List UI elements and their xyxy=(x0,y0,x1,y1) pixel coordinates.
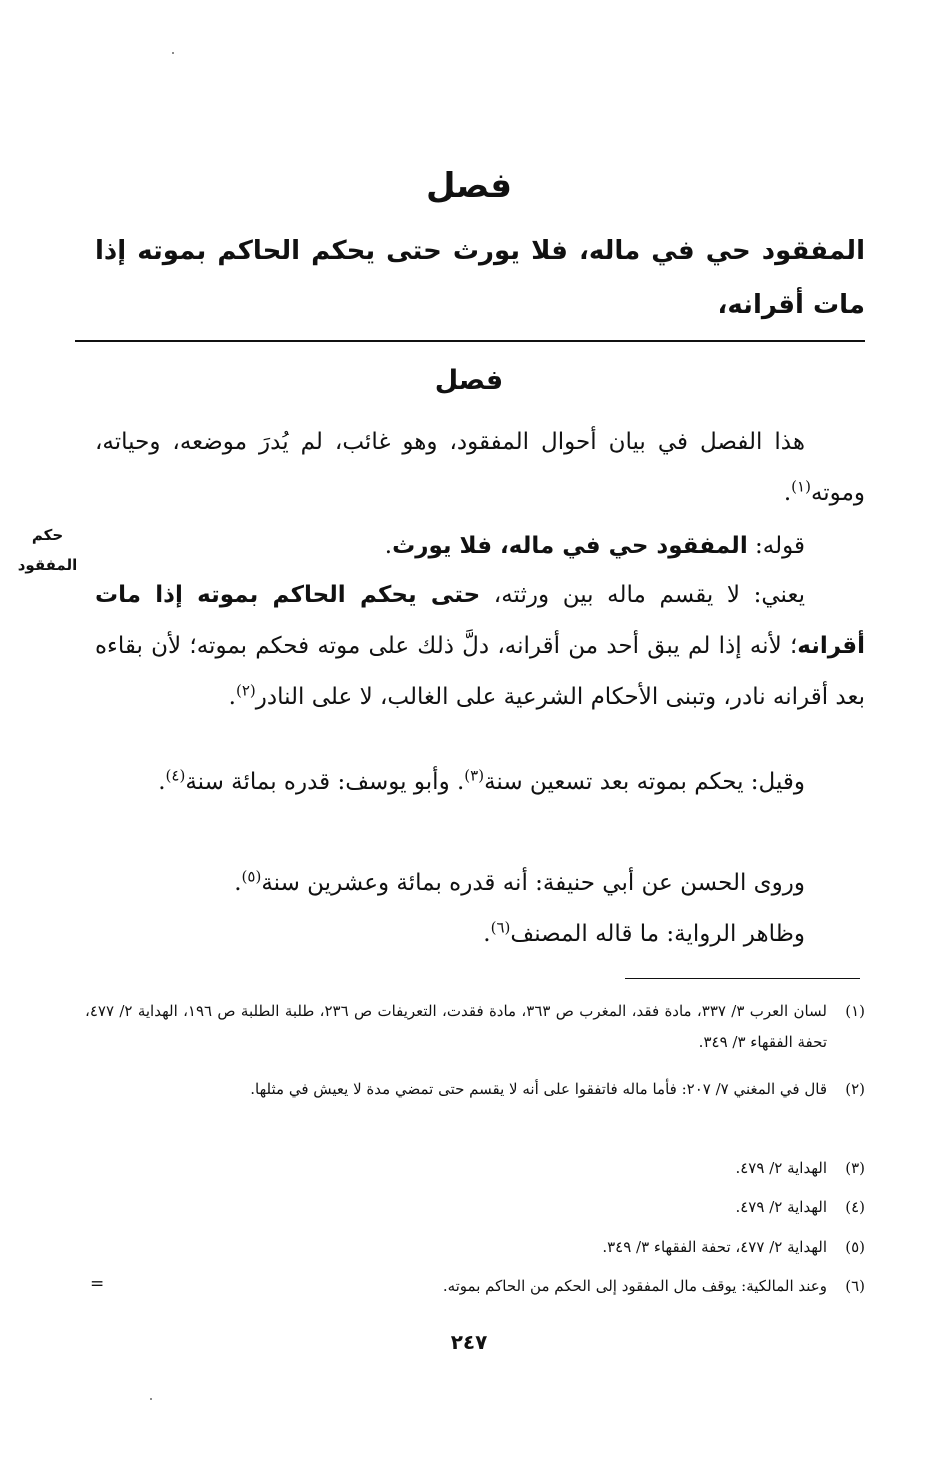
footnote-number: (٥) xyxy=(845,1238,865,1256)
quoted-matn: المفقود حي في ماله، فلا يورث xyxy=(392,533,748,559)
paragraph-lead: يعني: لا يقسم ماله بين ورثته، xyxy=(480,582,805,608)
paragraph-text: وقيل: يحكم بموته بعد تسعين سنة xyxy=(484,769,805,795)
footnote xyxy=(85,1192,865,1223)
quoted-matn: حتى يحكم الحاكم بموته إذا مات أقرانه xyxy=(95,582,865,659)
footnote-number: (١) xyxy=(845,1002,865,1020)
footnote-ref: (٣) xyxy=(464,766,485,785)
sharh-heading: فصل xyxy=(434,365,504,396)
paragraph-text: وروى الحسن عن أبي حنيفة: أنه قدره بمائة وعشرين سنة xyxy=(261,870,805,896)
commentary-paragraph-6 xyxy=(95,909,865,960)
footnote-number: (٦) xyxy=(845,1277,865,1295)
margin-note xyxy=(10,520,85,580)
footnote-text: لسان العرب ٣/ ٣٣٧، مادة فقد، المغرب ص ٣٦٣، مادة فقدت، التعريفات ص ٢٣٦، طلبة الطلبة ص ١٩٦، الهداية ٢/ ٤٧٧، تحفة الفقهاء ٣/ ٣٤٩. xyxy=(85,1002,827,1051)
footnote-text: الهداية ٢/ ٤٧٩. xyxy=(735,1159,827,1177)
section-divider xyxy=(75,340,865,342)
commentary-paragraph-2 xyxy=(95,521,865,572)
paragraph-end: . xyxy=(158,769,166,795)
paragraph-text: ؛ لأنه إذا لم يبق أحد من أقرانه، دلَّ ذلك على موته فحكم بموته؛ لأن بقاءه بعد أقرانه نادر، وتبنى الأحكام الشرعية على الغالب، لا على النادر xyxy=(95,633,865,710)
continuation-mark: = xyxy=(90,1274,105,1294)
commentary-paragraph-1 xyxy=(95,417,865,519)
commentary-paragraph-3 xyxy=(95,570,865,723)
footnote xyxy=(85,1271,865,1302)
paragraph-end: . xyxy=(234,870,242,896)
footnote xyxy=(85,1153,865,1184)
paragraph-lead: قوله: xyxy=(747,533,805,559)
footnote-ref: (٥) xyxy=(241,867,262,886)
footnote-separator xyxy=(625,978,860,979)
footnote-ref: (١) xyxy=(791,477,811,496)
paragraph-text: هذا الفصل في بيان أحوال المفقود، وهو غائب، لم يُدرَ موضعه، وحياته، وموته xyxy=(95,429,865,506)
commentary-paragraph-4 xyxy=(95,757,865,808)
footnote-text: الهداية ٢/ ٤٧٧، تحفة الفقهاء ٣/ ٣٤٩. xyxy=(602,1238,827,1256)
footnote-number: (٣) xyxy=(845,1159,865,1177)
footnote-number: (٢) xyxy=(845,1080,865,1098)
speck xyxy=(150,1398,152,1400)
footnote-text: الهداية ٢/ ٤٧٩. xyxy=(735,1198,827,1216)
margin-note-line: المفقود xyxy=(17,556,78,574)
paragraph-end: . xyxy=(228,684,236,710)
footnote-text: وعند المالكية: يوقف مال المفقود إلى الحكم من الحاكم بموته. xyxy=(442,1277,827,1295)
paragraph-end: . xyxy=(483,921,491,947)
matn-text: المفقود حي في ماله، فلا يورث حتى يحكم الحاكم بموته إذا مات أقرانه، xyxy=(95,236,865,320)
footnote xyxy=(85,1232,865,1263)
footnote xyxy=(85,1074,865,1105)
footnote-ref: (٤) xyxy=(165,766,186,785)
margin-note-line: حكم xyxy=(31,526,64,544)
footnote-number: (٤) xyxy=(845,1198,865,1216)
paragraph-text: وظاهر الرواية: ما قاله المصنف xyxy=(510,921,805,947)
page-number: ٢٤٧ xyxy=(450,1330,488,1354)
paragraph-end: . xyxy=(783,480,792,506)
speck xyxy=(172,52,174,54)
commentary-paragraph-5 xyxy=(95,858,865,909)
paragraph-end: . xyxy=(384,533,393,559)
footnote-ref: (٢) xyxy=(235,681,256,700)
matn-heading: فصل xyxy=(425,166,513,206)
footnote xyxy=(85,996,865,1058)
paragraph-text: . وأبو يوسف: قدره بمائة سنة xyxy=(185,769,465,795)
footnote-ref: (٦) xyxy=(490,918,511,937)
footnote-text: قال في المغني ٧/ ٢٠٧: فأما ماله فاتفقوا على أنه لا يقسم حتى تمضي مدة لا يعيش في مثلها. xyxy=(250,1080,827,1098)
